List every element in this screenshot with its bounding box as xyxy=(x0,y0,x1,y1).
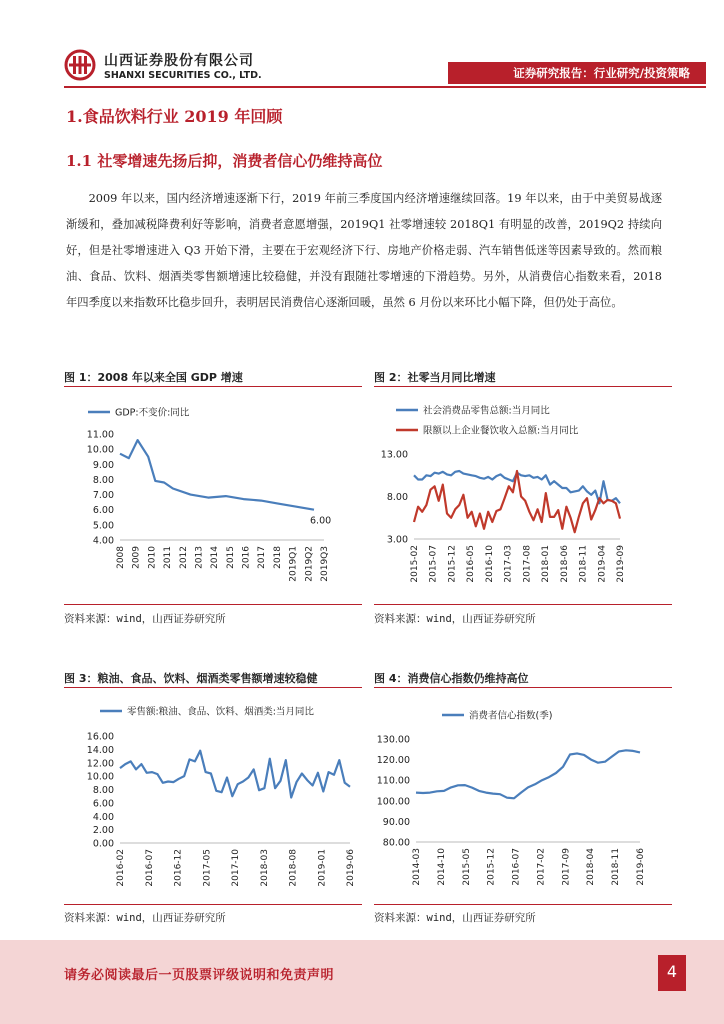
report-type-banner xyxy=(448,62,706,84)
figure-4-title: 图 4：消费信心指数仍维持高位 xyxy=(374,672,529,685)
x-tick-label: 2019Q3 xyxy=(320,546,330,582)
section-title: 1.食品饮料行业 2019 年回顾 xyxy=(66,107,283,126)
figure-1-source: 资料来源：wind，山西证券研究所 xyxy=(64,613,226,625)
y-tick-label: 3.00 xyxy=(386,534,408,546)
x-tick-label: 2016-05 xyxy=(466,545,477,583)
legend-label: 社会消费品零售总额:当月同比 xyxy=(423,405,550,417)
y-tick-label: 120.00 xyxy=(376,755,410,767)
y-tick-label: 16.00 xyxy=(86,731,114,743)
y-tick-label: 0.00 xyxy=(92,838,114,850)
page-number: 4 xyxy=(666,962,678,981)
x-tick-label: 2012 xyxy=(178,546,189,569)
company-name-en: SHANXI SECURITIES CO., LTD. xyxy=(104,70,262,81)
figure-4-chart xyxy=(374,693,672,901)
x-tick-label: 2015-05 xyxy=(461,848,472,886)
figure-3-title: 图 3：粮油、食品、饮料、烟酒类零售额增速较稳健 xyxy=(64,672,318,685)
x-tick-label: 2017-08 xyxy=(522,545,533,583)
report-type-label: 证券研究报告：行业研究/投资策略 xyxy=(513,66,690,80)
x-tick-label: 2018-08 xyxy=(288,849,299,887)
y-tick-label: 80.00 xyxy=(382,837,410,849)
y-tick-label: 4.00 xyxy=(92,811,114,823)
x-tick-label: 2017 xyxy=(257,546,268,569)
x-tick-label: 2018-01 xyxy=(541,545,552,583)
y-tick-label: 11.00 xyxy=(86,429,114,441)
x-tick-label: 2010 xyxy=(147,546,158,569)
header-divider xyxy=(64,86,706,88)
y-tick-label: 6.00 xyxy=(92,505,114,517)
figure-4-title-rule xyxy=(374,687,672,688)
x-tick-label: 2019-06 xyxy=(346,849,356,887)
figure-4-source: 资料来源：wind，山西证券研究所 xyxy=(374,912,536,924)
x-tick-label: 2017-02 xyxy=(536,848,547,886)
y-tick-label: 13.00 xyxy=(380,449,408,461)
series-line xyxy=(120,440,314,510)
y-tick-label: 12.00 xyxy=(86,758,114,770)
x-tick-label: 2018-03 xyxy=(259,849,270,887)
y-tick-label: 8.00 xyxy=(92,474,114,486)
x-tick-label: 2018-06 xyxy=(559,545,570,583)
x-tick-label: 2016-10 xyxy=(484,545,495,583)
y-tick-label: 5.00 xyxy=(92,520,114,532)
x-tick-label: 2015-12 xyxy=(486,848,497,886)
x-tick-label: 2015-07 xyxy=(428,545,439,583)
y-tick-label: 9.00 xyxy=(92,459,114,471)
y-tick-label: 8.00 xyxy=(92,785,114,796)
company-name-cn: 山西证券股份有限公司 xyxy=(104,53,254,69)
x-tick-label: 2017-05 xyxy=(202,849,213,887)
subsection-title: 1.1 社零增速先扬后抑，消费者信心仍维持高位 xyxy=(66,152,383,170)
x-tick-label: 2018-11 xyxy=(611,848,622,886)
x-tick-label: 2016-07 xyxy=(144,849,155,887)
x-tick-label: 2019-06 xyxy=(636,848,646,886)
figure-2-title: 图 2：社零当月同比增速 xyxy=(374,371,496,384)
x-tick-label: 2009 xyxy=(131,546,142,569)
x-tick-label: 2017-10 xyxy=(231,849,241,887)
x-tick-label: 2016-02 xyxy=(116,849,126,887)
y-tick-label: 90.00 xyxy=(382,816,410,828)
x-tick-label: 2019Q2 xyxy=(304,546,315,582)
series-line xyxy=(416,750,640,798)
y-tick-label: 2.00 xyxy=(92,825,114,837)
figure-3-source: 资料来源：wind，山西证券研究所 xyxy=(64,912,226,924)
y-tick-label: 14.00 xyxy=(86,744,114,756)
y-tick-label: 4.00 xyxy=(92,535,114,547)
x-tick-label: 2011 xyxy=(163,546,174,569)
x-tick-label: 2015-12 xyxy=(447,545,458,583)
series-line xyxy=(414,471,620,532)
x-tick-label: 2015-02 xyxy=(410,545,420,583)
figure-1-source-rule xyxy=(64,604,362,605)
x-tick-label: 2018-04 xyxy=(586,848,597,886)
x-tick-label: 2019-09 xyxy=(616,545,626,583)
data-label: 6.00 xyxy=(310,515,332,527)
x-tick-label: 2015 xyxy=(225,546,236,569)
figure-2-title-rule xyxy=(374,386,672,387)
company-logo xyxy=(64,49,96,81)
y-tick-label: 130.00 xyxy=(376,734,410,746)
figure-1-title: 图 1：2008 年以来全国 GDP 增速 xyxy=(64,371,243,384)
figure-4-source-rule xyxy=(374,904,672,905)
legend-label: 消费者信心指数(季) xyxy=(469,710,553,722)
figure-3-chart xyxy=(64,693,362,901)
x-tick-label: 2016 xyxy=(241,546,252,569)
x-tick-label: 2014-03 xyxy=(412,848,422,886)
y-tick-label: 100.00 xyxy=(376,796,410,808)
figure-1-title-rule xyxy=(64,386,362,387)
x-tick-label: 2008 xyxy=(116,546,126,569)
y-tick-label: 110.00 xyxy=(376,775,410,787)
legend-label: 限额以上企业餐饮收入总额:当月同比 xyxy=(423,425,579,437)
figure-3-source-rule xyxy=(64,904,362,905)
y-tick-label: 6.00 xyxy=(92,798,114,810)
series-line xyxy=(120,751,350,798)
x-tick-label: 2019-04 xyxy=(597,545,608,583)
x-tick-label: 2014-10 xyxy=(436,848,447,886)
y-tick-label: 8.00 xyxy=(386,492,408,503)
figure-2-source-rule xyxy=(374,604,672,605)
x-tick-label: 2017-09 xyxy=(561,848,572,886)
x-tick-label: 2019-01 xyxy=(317,849,328,887)
legend-label: GDP:不变价:同比 xyxy=(115,407,190,419)
x-tick-label: 2016-12 xyxy=(173,849,184,887)
y-tick-label: 10.00 xyxy=(86,771,114,783)
x-tick-label: 2016-07 xyxy=(511,848,522,886)
legend-label: 零售额:粮油、食品、饮料、烟酒类:当月同比 xyxy=(127,706,314,718)
footer-disclaimer: 请务必阅读最后一页股票评级说明和免责声明 xyxy=(64,968,335,983)
x-tick-label: 2013 xyxy=(194,546,205,569)
figure-1-chart xyxy=(64,392,362,600)
figure-3-title-rule xyxy=(64,687,362,688)
x-tick-label: 2017-03 xyxy=(503,545,514,583)
x-tick-label: 2018 xyxy=(272,546,283,569)
y-tick-label: 10.00 xyxy=(86,444,114,456)
figure-2-chart xyxy=(374,392,672,600)
x-tick-label: 2019Q1 xyxy=(288,546,299,582)
body-paragraph: 2009 年以来，国内经济增速逐渐下行，2019 年前三季度国内经济增速继续回落。19 年以来，由于中美贸易战逐渐缓和，叠加减税降费利好等影响，消费者意愿增强，2019Q1 社零增速较 2018Q1 有明显的改善，2019Q2 持续向好，但是社零增速进入 Q3 开始下滑，主要在于宏观经济下行、房地产价格走弱、汽车销售低迷等因素导致的。然而粮油、食品、饮料、烟酒类零售额增速比较稳健，并没有跟随社零增速的下滑趋势。另外，从消费信心指数来看，2018 年四季度以来指数环比稳步回升，表明居民消费信心逐渐回暖，虽然 6 月份以来环比小幅下降，但仍处于高位。 xyxy=(66,192,662,309)
figure-2-source: 资料来源：wind，山西证券研究所 xyxy=(374,613,536,625)
x-tick-label: 2018-11 xyxy=(578,545,589,583)
y-tick-label: 7.00 xyxy=(92,490,114,502)
x-tick-label: 2014 xyxy=(210,546,221,569)
